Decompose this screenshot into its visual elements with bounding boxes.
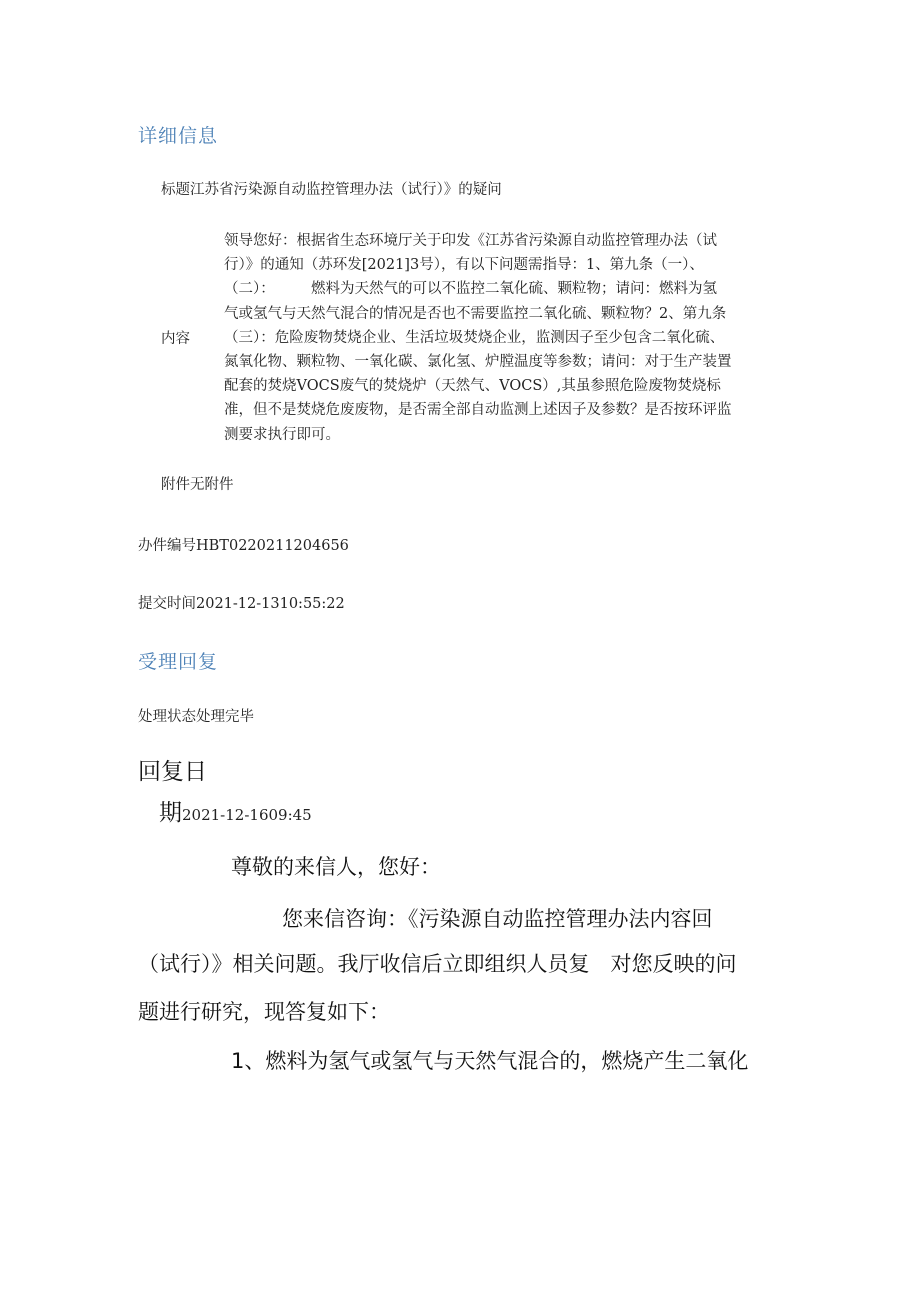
reply-section-title: 受理回复 [138, 651, 219, 673]
status-value: 处理完毕 [196, 709, 254, 725]
submit-time-label: 提交时间 [138, 596, 196, 612]
case-number-label: 办件编号 [138, 538, 196, 554]
case-number-row [138, 534, 349, 555]
content-line: 行）》的通知（苏环发[2021]3号），有以下问题需指导：1、第九条（一）、 [224, 257, 704, 274]
attachment-row [161, 473, 234, 494]
content-line: 氮氧化物、颗粒物、一氧化碳、氯化氢、炉膛温度等参数；请问：对于生产装置 [224, 354, 732, 371]
submit-time-row [138, 592, 345, 613]
reply-body-line: （试行）》相关问题。我厅收信后立即组织人员复 对您反映的问 [138, 952, 737, 976]
reply-date-row [159, 794, 312, 827]
title-label: 标题 [161, 182, 190, 198]
content-line: （二）： 燃料为天然气的可以不监控二氧化硫、颗粒物；请问：燃料为氢 [224, 281, 717, 298]
reply-date-label-line2: 期 [159, 800, 182, 826]
content-body [224, 229, 772, 447]
reply-body-line: 1、燃料为氢气或氢气与天然气混合的，燃烧产生二氧化 [231, 1049, 749, 1073]
attachment-label: 附件 [161, 477, 190, 493]
content-line: 准，但不是焚烧危废废物，是否需全部自动监测上述因子及参数？是否按环评监 [224, 402, 732, 419]
reply-body-line: 您来信咨询：《污染源自动监控管理办法内容回 [282, 907, 713, 931]
content-line: 气或氢气与天然气混合的情况是否也不需要监控二氧化硫、颗粒物？2、第九条 [224, 305, 727, 322]
content-line: 配套的焚烧VOCS废气的焚烧炉（天然气、VOCS）,其虽参照危险废物焚烧标 [224, 378, 721, 395]
title-value: 江苏省污染源自动监控管理办法（试行）》的疑问 [190, 182, 502, 198]
reply-greeting: 尊敬的来信人，您好： [231, 855, 441, 879]
content-line: 测要求执行即可。 [224, 426, 340, 443]
status-label: 处理状态 [138, 709, 196, 725]
detail-section-title: 详细信息 [138, 125, 219, 147]
reply-body-line: 题进行研究，现答复如下： [138, 1000, 390, 1024]
status-row [138, 705, 254, 726]
content-line: 领导您好：根据省生态环境厅关于印发《江苏省污染源自动监控管理办法（试 [224, 233, 717, 249]
submit-time-value: 2021-12-1310:55:22 [196, 596, 345, 612]
reply-date-label-line1: 回复日 [138, 759, 207, 785]
case-number-value: HBT0220211204656 [196, 538, 349, 554]
content-label: 内容 [161, 331, 190, 347]
attachment-value: 无附件 [190, 477, 234, 493]
reply-date-value: 2021-12-1609:45 [182, 806, 312, 824]
content-line: （三）：危险废物焚烧企业、生活垃圾焚烧企业，监测因子至少包含二氧化硫、 [224, 329, 725, 346]
title-row [161, 178, 502, 199]
